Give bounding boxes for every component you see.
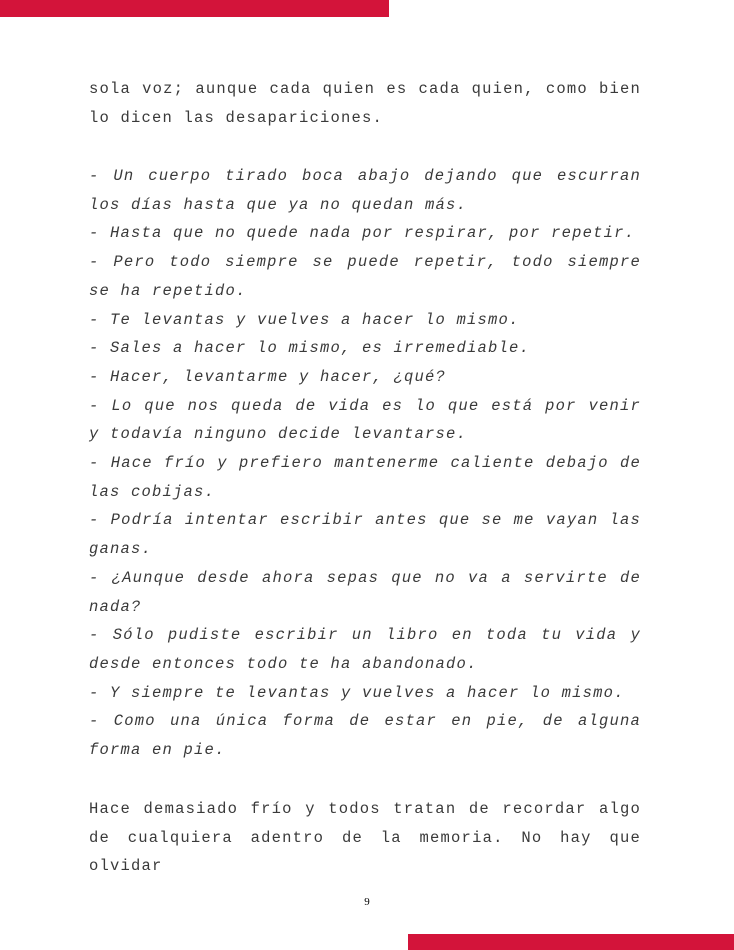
dialogue-line: - Y siempre te levantas y vuelves a hacer lo mismo. — [89, 683, 625, 702]
bottom-accent-bar — [408, 934, 734, 950]
dialogue-block — [89, 162, 641, 765]
paragraph-text: Hace demasiado frío y todos tratan de recordar algo de cualquiera adentro de la memoria. No hay que olvidar — [89, 800, 641, 876]
top-accent-bar — [0, 0, 389, 17]
dialogue-line: - Te levantas y vuelves a hacer lo mismo. — [89, 310, 520, 329]
opening-paragraph — [89, 75, 641, 132]
dialogue-line: - Hace frío y prefiero mantenerme caliente debajo de las cobijas. — [89, 454, 641, 501]
dialogue-line: - Pero todo siempre se puede repetir, todo siempre se ha repetido. — [89, 253, 641, 300]
dialogue-line: - Hasta que no quede nada por respirar, por repetir. — [89, 224, 636, 243]
page-number: 9 — [364, 896, 370, 908]
closing-paragraph — [89, 795, 641, 881]
dialogue-line: - Lo que nos queda de vida es lo que está por venir y todavía ninguno decide levantarse. — [89, 396, 641, 444]
dialogue-line: - ¿Aunque desde ahora sepas que no va a servirte de nada? — [89, 568, 641, 616]
dialogue-line: - Podría intentar escribir antes que se me vayan las ganas. — [89, 511, 641, 559]
dialogue-line: - Como una única forma de estar en pie, de alguna forma en pie. — [89, 712, 641, 760]
dialogue-line: - Sales a hacer lo mismo, es irremediable. — [89, 339, 531, 358]
dialogue-line: - Sólo pudiste escribir un libro en toda tu vida y desde entonces todo te ha abandonado. — [89, 626, 641, 673]
paragraph-text: sola voz; aunque cada quien es cada quien, como bien lo dicen las desapariciones. — [89, 80, 641, 127]
dialogue-line: - Hacer, levantarme y hacer, ¿qué? — [89, 367, 447, 386]
dialogue-line: - Un cuerpo tirado boca abajo dejando que escurran los días hasta que ya no quedan más. — [89, 167, 641, 214]
